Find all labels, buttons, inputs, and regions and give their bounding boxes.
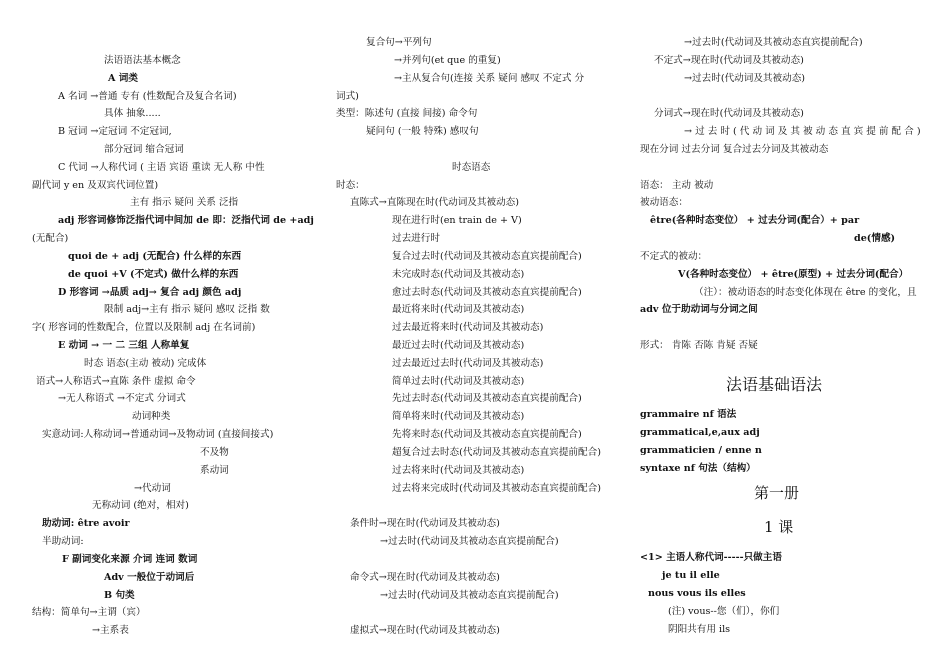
text-line: 先将来时态(代动词及其被动态直宾提前配合) <box>392 429 582 440</box>
vocab-line: grammatical,e,aux adj <box>640 427 760 438</box>
section-title: 法语基础语法 <box>726 375 823 394</box>
text-line: C 代词 →人称代词 ( 主语 宾语 重读 无人称 中性 <box>58 162 265 173</box>
text-line: (注) vous--您（们），你们 <box>668 606 780 617</box>
text-line: A 名词 →普通 专有 (性数配合及复合名词) <box>58 91 237 102</box>
text-line: 字( 形容词的性数配合，位置以及限制 adj 在名词前) <box>32 322 256 333</box>
text-line: 最近将来时(代动词及其被动态) <box>392 304 525 315</box>
vocab-line: grammaire nf 语法 <box>640 409 737 420</box>
text-line: 虚拟式→现在时(代动词及其被动态) <box>350 625 500 636</box>
text-line: 愈过去时态(代动词及其被动态直宾提前配合) <box>392 287 582 298</box>
text-line: （注）：被动语态的时态变化体现在 être 的变化，且 <box>694 287 917 298</box>
text-line: 条件时→现在时(代动词及其被动态) <box>350 518 500 529</box>
text-line: je tu il elle <box>662 570 720 581</box>
text-line: 时态： <box>336 180 365 191</box>
text-line: 未完成时态(代动词及其被动态) <box>392 269 525 280</box>
text-line: →过去时(代动词及其被动态直宾提前配合) <box>684 37 863 48</box>
text-line: D 形容词 →品质 adj→ 复合 adj 颜色 adj <box>58 287 242 298</box>
text-line: →过去时(代动词及其被动态) <box>684 73 806 84</box>
text-line: <1> 主语人称代词-----只做主语 <box>640 552 782 563</box>
vocab-line: syntaxe nf 句法（结构） <box>640 463 756 474</box>
text-line: 简单过去时(代动词及其被动态) <box>392 376 525 387</box>
middle-column <box>318 0 636 672</box>
text-line: 时态语态 <box>452 162 491 173</box>
text-line: de quoi +V (不定式) 做什么样的东西 <box>68 269 239 280</box>
text-line: 被动语态： <box>640 197 688 208</box>
text-line: 现在分词 过去分词 复合过去分词及其被动态 <box>640 144 829 155</box>
right-column <box>636 0 950 672</box>
text-line: 最近过去时(代动词及其被动态) <box>392 340 525 351</box>
text-line: 简单将来时(代动词及其被动态) <box>392 411 525 422</box>
text-line: 疑问句 (一般 特殊) 感叹句 <box>366 126 479 137</box>
text-line: 系动词 <box>200 465 229 476</box>
text-line: →主系表 <box>92 625 129 636</box>
text-line: 过去将来时(代动词及其被动态) <box>392 465 525 476</box>
text-line: 具体 抽象..... <box>104 108 161 119</box>
text-line: 无称动词 (绝对，相对) <box>92 500 189 511</box>
text-line: nous vous ils elles <box>648 588 746 599</box>
text-line: 时态 语态(主动 被动) 完成体 <box>84 358 207 369</box>
text-line: (无配合) <box>32 233 69 244</box>
text-line: A 词类 <box>108 73 138 84</box>
text-line: 分词式→现在时(代动词及其被动态) <box>654 108 804 119</box>
text-line: 语态： 主动 被动 <box>640 180 714 191</box>
text-line: 形式： 肯陈 否陈 肯疑 否疑 <box>640 340 758 351</box>
text-line: 超复合过去时态(代动词及其被动态直宾提前配合) <box>392 447 601 458</box>
text-line: B 句类 <box>104 590 135 601</box>
vocab-line: grammaticien / enne n <box>640 445 762 456</box>
text-line: 现在进行时(en train de + V) <box>392 215 522 226</box>
text-line: E 动词 → 一 二 三组 人称单复 <box>58 340 190 351</box>
text-line: 过去最近将来时(代动词及其被动态) <box>392 322 544 333</box>
text-line: →无人称语式 →不定式 分词式 <box>58 393 186 404</box>
text-line: V(各种时态变位） + être(原型) + 过去分词(配合） <box>678 269 909 280</box>
text-line: F 副词变化来源 介词 连词 数词 <box>62 554 198 565</box>
text-line: 法语语法基本概念 <box>104 55 181 66</box>
text-line: 部分冠词 缩合冠词 <box>104 144 184 155</box>
text-line: 结构：简单句→主谓（宾） <box>32 607 146 618</box>
text-line: 复合句→平列句 <box>366 37 432 48</box>
text-line: Adv 一般位于动词后 <box>104 572 195 583</box>
left-column <box>0 0 318 672</box>
text-line: →过去时(代动词及其被动态直宾提前配合) <box>380 536 559 547</box>
text-line: →过去时(代动词及其被动态直宾提前配合) <box>380 590 559 601</box>
text-line: 类型：陈述句 (直接 间接) 命令句 <box>336 108 478 119</box>
text-line: 直陈式→直陈现在时(代动词及其被动态) <box>350 197 520 208</box>
text-line: B 冠词 →定冠词 不定冠词, <box>58 126 172 137</box>
text-line: 不定式→现在时(代动词及其被动态) <box>654 55 804 66</box>
text-line: adj 形容词修饰泛指代词中间加 de 即：泛指代词 de +adj <box>58 215 314 226</box>
text-line: → 过 去 时 ( 代 动 词 及 其 被 动 态 直 宾 提 前 配 合 ) <box>684 126 921 137</box>
volume-heading: 第一册 <box>754 484 800 502</box>
text-line: 主有 指示 疑问 关系 泛指 <box>130 197 239 208</box>
text-line: 限制 adj→主有 指示 疑问 感叹 泛指 数 <box>104 304 270 315</box>
text-line: 实意动词:人称动词→普通动词→及物动词 (直接间接式) <box>42 429 274 440</box>
text-line: 过去将来完成时(代动词及其被动态直宾提前配合) <box>392 483 601 494</box>
text-line: 先过去时态(代动词及其被动态直宾提前配合) <box>392 393 582 404</box>
text-line: 半助动词: <box>42 536 84 547</box>
text-line: 语式→人称语式→直陈 条件 虚拟 命令 <box>36 376 196 387</box>
text-line: 助动词: être avoir <box>42 518 130 529</box>
text-line: →并列句(et que 的重复) <box>394 55 501 66</box>
text-line: de(情感) <box>854 233 896 244</box>
text-line: 动词种类 <box>132 411 171 422</box>
text-line: 复合过去时(代动词及其被动态直宾提前配合) <box>392 251 582 262</box>
lesson-heading: 1 课 <box>764 518 794 536</box>
text-line: →主从复合句(连接 关系 疑问 感叹 不定式 分 <box>394 73 585 84</box>
text-line: 过去最近过去时(代动词及其被动态) <box>392 358 544 369</box>
text-line: 过去进行时 <box>392 233 440 244</box>
text-line: 词式) <box>336 91 359 102</box>
text-line: 不定式的被动： <box>640 251 708 262</box>
text-line: adv 位于助动词与分词之间 <box>640 304 758 315</box>
text-line: 副代词 y en 及双宾代词位置) <box>32 180 159 191</box>
text-line: quoi de + adj (无配合) 什么样的东西 <box>68 251 242 262</box>
text-line: 阴阳共有用 ils <box>668 624 731 635</box>
text-line: →代动词 <box>134 483 171 494</box>
text-line: 不及物 <box>200 447 229 458</box>
text-line: 命令式→现在时(代动词及其被动态) <box>350 572 500 583</box>
text-line: être(各种时态变位） + 过去分词(配合）+ par <box>650 215 860 226</box>
